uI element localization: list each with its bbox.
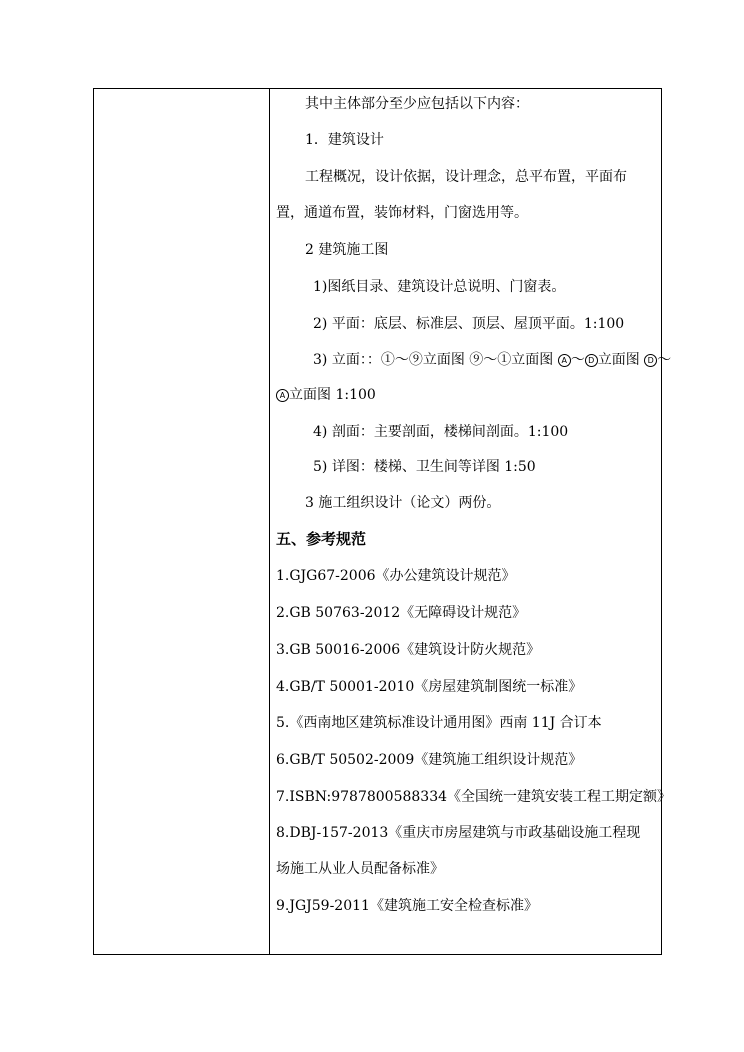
intro-text: 其中主体部分至少应包括以下内容：	[305, 96, 529, 112]
reference-item: 8.DBJ-157-2013《重庆市房屋建筑与市政基础设施工程现	[276, 825, 641, 841]
circled-d-glyph-2: D	[644, 354, 657, 367]
column-divider	[269, 88, 270, 955]
item-3-prefix: 3) 立面：：①～⑨立面图 ⑨～①立面图	[313, 352, 558, 368]
section-1-title: 1．建筑设计	[305, 132, 384, 148]
reference-item: 1.GJG67-2006《办公建筑设计规范》	[276, 568, 516, 584]
reference-item: 6.GB/T 50502-2009《建筑施工组织设计规范》	[276, 752, 583, 768]
section-2-item-3	[313, 350, 671, 370]
section-2-title: 2 建筑施工图	[305, 242, 389, 258]
reference-item: 4.GB/T 50001-2010《房屋建筑制图统一标准》	[276, 679, 583, 695]
circled-a-glyph: A	[558, 354, 571, 367]
references-heading: 五、参考规范	[276, 530, 367, 548]
section-2-item-3-line-2	[276, 385, 376, 405]
section-3-title: 3 施工组织设计（论文）两份。	[305, 495, 501, 511]
reference-item: 3.GB 50016-2006《建筑设计防火规范》	[276, 642, 541, 658]
section-1-body-line-1: 工程概况，设计依据，设计理念，总平布置，平面布	[305, 169, 627, 185]
circled-d-glyph: D	[585, 354, 598, 367]
section-1-body-line-2: 置，通道布置，装饰材料，门窗选用等。	[276, 205, 528, 221]
item-3-line-2-text: 立面图 1:100	[289, 387, 376, 403]
item-3-tail: ～	[657, 352, 672, 368]
section-2-item-4: 4) 剖面：主要剖面，楼梯间剖面。1:100	[313, 424, 569, 440]
section-2-item-1: 1)图纸目录、建筑设计总说明、门窗表。	[313, 279, 566, 295]
reference-item: 7.ISBN:9787800588334《全国统一建筑安装工程工期定额》	[276, 789, 672, 805]
reference-item: 2.GB 50763-2012《无障碍设计规范》	[276, 605, 527, 621]
item-3-mid: 立面图	[597, 352, 645, 368]
reference-item: 9.JGJ59-2011《建筑施工安全检查标准》	[276, 898, 538, 914]
item-3-tilde: ～	[570, 352, 585, 368]
reference-item: 5.《西南地区建筑标准设计通用图》西南 11J 合订本	[276, 715, 602, 731]
section-2-item-5: 5) 详图：楼梯、卫生间等详图 1:50	[313, 459, 536, 475]
section-2-item-2: 2) 平面：底层、标准层、顶层、屋顶平面。1:100	[313, 316, 625, 332]
circled-a-glyph-2: A	[276, 389, 289, 402]
reference-item-continuation: 场施工从业人员配备标准》	[276, 861, 444, 877]
